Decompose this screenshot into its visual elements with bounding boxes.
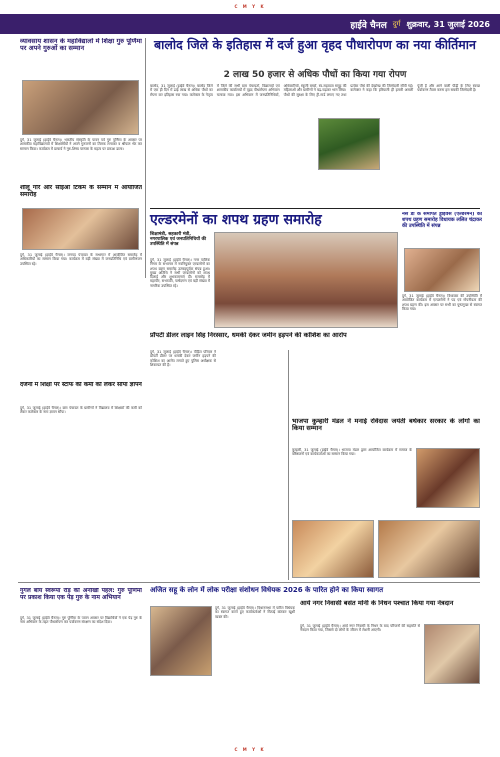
left-photo-2	[22, 208, 139, 250]
paper-name: हाईवे चैनल	[350, 20, 387, 31]
lead-photo	[318, 118, 380, 170]
mid-body-3: दुर्ग, 31 जुलाई (हाईवे चैनल)। विधानसभा में पारित विधेयक का स्वागत करते हुए कार्यकर्ताओं ने मिठाई बांटकर खुशी व्यक्त की।	[215, 606, 295, 619]
mid-headline-3: अजित सहू के लोन में लोक परीक्षा संशोधन विधेयक 2026 के पारित होने का किया स्वागत	[150, 586, 384, 594]
right-top-body: दुर्ग, 31 जुलाई (हाईवे चैनल)। विधायक की उपस्थिति में आयोजित कार्यक्रम में एल्डरमेनों ने पद एवं गोपनीयता की शपथ ग्रहण की। इस अवसर पर सभी का पुष्पगुच्छ से स्वागत किया गया।	[402, 294, 482, 311]
right-top-headline: नर्स डॉ के समर्पित ड्राइवर्स (एल्डरमेन) का शपथ ग्रहण समारोह विधायक ललित चंद्राकर की उपस्थिति में संपन्न	[402, 212, 482, 229]
left-story-1	[20, 38, 142, 78]
right-top-photo	[404, 248, 480, 292]
mid-photo-3	[150, 606, 212, 676]
left-story-3	[20, 382, 142, 404]
mid-headline-1: प्रॉपर्टी डीलर लाइन सिंह निरस्सार, धमकी देकर जमीन हड़पने की कोशिश का आरोप	[150, 332, 347, 339]
divider-left	[145, 38, 146, 278]
alderman-photo	[214, 232, 398, 328]
alderman-body: दुर्ग, 31 जुलाई (हाईवे चैनल)। नगर पालिक निगम के सभागार में नवनियुक्त एल्डरमेनों का शपथ ग्रहण समारोह उत्साहपूर्वक संपन्न हुआ। मुख्य अतिथि ने सभी एल्डरमेनों को शपथ दिलाई और शुभकामनाएं दीं। समारोह में महापौर, सभापति, पार्षदगण एवं बड़ी संख्या में नागरिक उपस्थित रहे।	[150, 258, 210, 288]
divider-mid	[288, 350, 289, 580]
mid-photo-2c	[378, 520, 480, 578]
divider-bottom-band	[18, 582, 480, 583]
cmyk-top: C M Y K	[234, 4, 266, 9]
cmyk-bottom: C M Y K	[234, 747, 266, 752]
mid-body-4: दुर्ग, 31 जुलाई (हाईवे चैनल)। आर्य नगर निवासी के निधन के बाद परिजनों की सहमति से नेत्रदान किया गया, जिससे दो लोगों के जीवन में रोशनी आएगी।	[300, 624, 420, 633]
lead-body: बालोद, 31 जुलाई (हाईवे चैनल)। बालोद जिले में एक ही दिन में ढाई लाख से अधिक पौधों का रोपण कर इतिहास रचा गया। कलेक्टर के नेतृत्व में जिले की सभी ग्राम पंचायतों, विद्यालयों एवं शासकीय कार्यालयों में वृहद पौधारोपण अभियान चलाया गया। इस अभियान में जनप्रतिनिधियों, अधिकारियों, स्कूली बच्चों, स्व-सहायता समूह की महिलाओं और ग्रामीणों ने बढ़-चढ़कर भाग लिया। पौधों की सुरक्षा के लिए ट्री-गार्ड लगाए गए तथा प्रत्येक पौधे की देखरेख की जिम्मेदारी सौंपी गई। कलेक्टर ने कहा कि हरियाली ही हमारी असली पूंजी है और आने वाली पीढ़ी के लिए स्वच्छ पर्यावरण तैयार करना हम सबकी जिम्मेदारी है।	[150, 84, 480, 97]
left-body-4: दुर्ग, 31 जुलाई (हाईवे चैनल)। गुरु पूर्णिमा के पावन अवसर पर विद्यार्थियों ने एक पेड़ गुरु के नाम अभियान के तहत पौधारोपण कर पर्यावरण संरक्षण का संदेश दिया।	[20, 616, 142, 625]
edition-city: दुर्ग	[392, 19, 401, 28]
left-headline-4: गुगल बॉय स्वरूपा रोड़ की अनोखी पहल: गुरु पूर्णिमा पर प्रकाश किया एक पेड़ गुरु के नाम अभियान	[20, 588, 142, 601]
left-body-2: दुर्ग, 31 जुलाई (हाईवे चैनल)। जनपद पंचायत के सभागार में आयोजित समारोह में अधिकारियों का सम्मान किया गया। कार्यक्रम में बड़ी संख्या में जनप्रतिनिधि एवं ग्रामीणजन उपस्थित रहे।	[20, 253, 142, 266]
mid-headline-4: आर्य नगर निवासी बसंत मोनी के निधन पश्चात किया गया नेत्रदान	[300, 600, 454, 607]
alderman-headline: एल्डरमेनों का शपथ ग्रहण समारोह	[150, 212, 322, 228]
edition-date: शुक्रवार, 31 जुलाई 2026	[406, 19, 490, 29]
mid-body-2: कुम्हारी, 31 जुलाई (हाईवे चैनल)। भाजपा मंडल द्वारा आयोजित कार्यक्रम में समाज के वरिष्ठजनों एवं कार्यकर्ताओं का सम्मान किया गया।	[292, 448, 412, 457]
left-story-4	[20, 588, 142, 614]
mid-body-1: दुर्ग, 31 जुलाई (हाईवे चैनल)। पीड़ित परिवार ने प्रॉपर्टी डीलर पर धमकी देकर जमीन हड़पने की कोशिश का आरोप लगाते हुए पुलिस अधीक्षक से शिकायत की है।	[150, 350, 216, 367]
alderman-subhead: शिक्षामंत्री, सहकारी मंत्री, नगरपालिक एवं जनप्रतिनिधियों की उपस्थिति में संपन्न	[150, 232, 207, 248]
left-body-1: दुर्ग, 31 जुलाई (हाईवे चैनल)। भारतीय संस्कृति के पावन पर्व गुरु पूर्णिमा के अवसर पर शासकीय महाविद्यालयों में शिक्षार्थियों ने अपने गुरुजनों का तिलक लगाकर व श्रीफल भेंट कर सम्मान किया। कार्यक्रम में प्राचार्य ने गुरु-शिष्य परम्परा के महत्व पर प्रकाश डाला।	[20, 138, 142, 151]
left-photo-1	[22, 80, 139, 135]
mid-headline-2: भाजपा कुम्हारी मंडल ने मनाई रविदास जयंती बर्थकार सरकार के लोगों का किया सम्मान	[292, 418, 480, 433]
mid-photo-2b	[292, 520, 374, 578]
right-top-story	[402, 212, 482, 246]
left-body-3: दुर्ग, 31 जुलाई (हाईवे चैनल)। ग्राम पंचायत के ग्रामीणों ने विद्यालय में शिक्षकों की कमी को लेकर कलेक्टर के नाम ज्ञापन सौंपा।	[20, 406, 142, 415]
mid-story-4	[300, 600, 480, 618]
left-story-2	[20, 185, 142, 205]
left-headline-3: दर्जनों में शिक्षा पर स्टाफ की कमी को लेकर सौंपा ज्ञापन	[20, 382, 142, 388]
mid-body-1b	[220, 350, 286, 530]
mid-photo-2	[416, 448, 480, 508]
left-headline-2: शीलू गोरे और सीईओ टिकम के सम्मान में आयोजित समारोह	[20, 185, 142, 198]
masthead	[0, 14, 500, 34]
lead-subhead: 2 लाख 50 हजार से अधिक पौधों का किया गया रोपण	[223, 70, 407, 80]
mid-photo-4	[424, 624, 480, 684]
mid-story-2	[292, 418, 480, 448]
left-headline-1: व्यावसाय शासन के महाविद्यालों में शिक्षा गुरु पूर्णिमा पर अपने गुरुओं का सम्मान	[20, 38, 142, 53]
divider-alderman	[150, 208, 480, 209]
lead-headline: बालोद जिले के इतिहास में दर्ज हुआ वृहद पौधारोपण का नया कीर्तिमान	[154, 37, 476, 52]
